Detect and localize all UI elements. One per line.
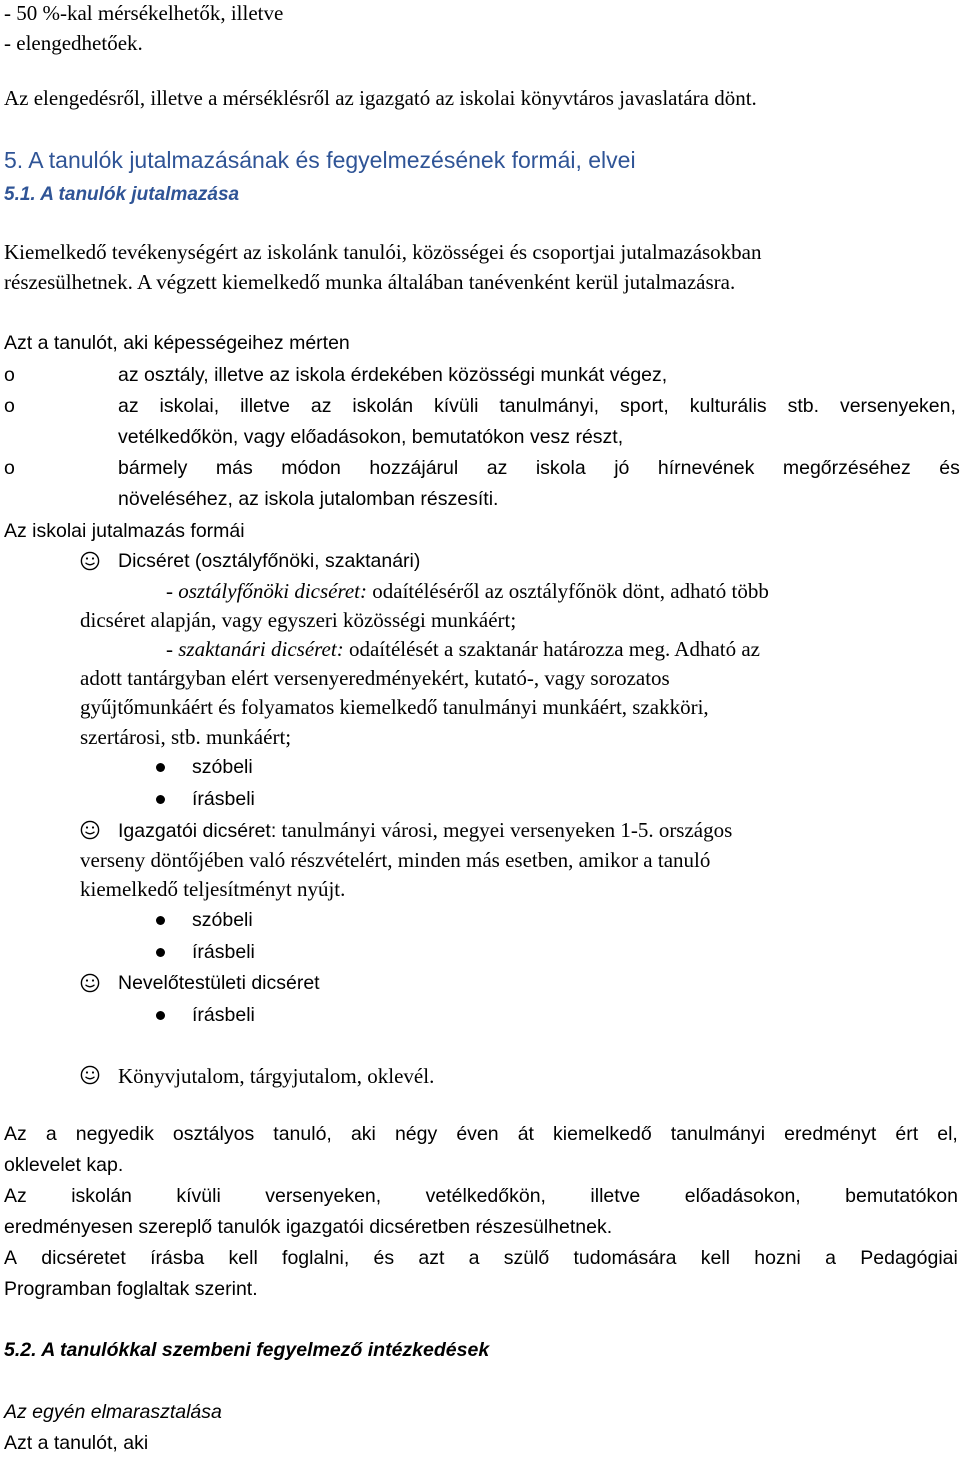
decision-paragraph: Az elengedésről, illetve a mérséklésről az igazgató az iskolai könyvtáros javaslatára dönt. (4, 86, 757, 110)
word: kell (700, 1247, 731, 1269)
section-5-1-heading: 5.1. A tanulók jutalmazása (4, 184, 240, 205)
principal-praise-continued-1: verseny döntőjében való részvételért, minden más esetben, amikor a tanuló (80, 848, 711, 872)
fourth-grade-paragraph-line-1 (4, 1125, 958, 1145)
criteria-item-1: az osztály, illetve az iskola érdekében közösségi munkát végez, (118, 364, 668, 386)
individual-reprimand-subheading: Az egyén elmarasztalása (4, 1401, 222, 1423)
reduction-line-2: - elengedhetőek. (4, 31, 143, 55)
option-written: írásbeli (192, 788, 255, 810)
competition-paragraph-line-1 (4, 1187, 958, 1207)
word: írásba (150, 1247, 205, 1269)
word: foglalni, (282, 1247, 350, 1269)
word: és (373, 1247, 395, 1269)
bullet-dot-icon (156, 763, 165, 772)
word: iskolai, (159, 395, 220, 417)
word: azt (418, 1247, 445, 1269)
principal-praise-line (118, 820, 732, 842)
word: a (45, 1123, 57, 1145)
word: versenyeken, (265, 1185, 382, 1207)
subject-teacher-praise-line (166, 639, 760, 660)
word: az (310, 395, 332, 417)
word: kell (228, 1247, 258, 1269)
word: sport, (620, 395, 669, 417)
smiley-face-icon (80, 973, 100, 993)
word: hozzájárul (369, 457, 459, 479)
option-oral: szóbeli (192, 909, 253, 931)
smiley-face-icon (80, 551, 100, 571)
smiley-face-icon (80, 820, 100, 840)
word: az (486, 457, 508, 479)
word: Az (4, 1185, 27, 1207)
word: és (939, 457, 960, 479)
bullet-dot-icon (156, 916, 165, 925)
word: vetélkedőkön, (425, 1185, 546, 1207)
student-criteria-intro: Azt a tanulót, aki képességeihez mérten (4, 332, 350, 354)
reduction-line-1: - 50 %-kal mérsékelhetők, illetve (4, 1, 284, 25)
word: versenyeken, (839, 395, 956, 417)
option-written: írásbeli (192, 1004, 255, 1026)
word: ért (895, 1123, 919, 1145)
word: tanulmányi, (499, 395, 600, 417)
word: hírnevének (657, 457, 755, 479)
word: a (825, 1247, 836, 1269)
dash: - (166, 579, 179, 603)
bullet-dot-icon (156, 948, 165, 957)
class-teacher-praise-line (166, 581, 769, 602)
subject-teacher-praise-continued-3: szertárosi, stb. munkáért; (80, 725, 292, 749)
word: illetve (240, 395, 290, 417)
section-5-2-heading: 5.2. A tanulókkal szembeni fegyelmező intézkedések (4, 1339, 490, 1361)
written-praise-paragraph-line-2: Programban foglaltak szerint. (4, 1278, 258, 1300)
word: iskolán (352, 395, 414, 417)
word: iskola (535, 457, 586, 479)
word: eredményt (784, 1123, 877, 1145)
word: módon (281, 457, 341, 479)
reward-forms-heading: Az iskolai jutalmazás formái (4, 520, 245, 542)
criteria-item-2 (118, 397, 956, 417)
circle-bullet-icon: o (4, 457, 15, 479)
bullet-dot-icon (156, 1011, 165, 1020)
subject-teacher-praise-continued-2: gyűjtőmunkáért és folyamatos kiemelkedő tanulmányi munkáért, szakköri, (80, 695, 709, 719)
word: megőrzéséhez (782, 457, 911, 479)
word: dicséretet (41, 1247, 126, 1269)
word: át (517, 1123, 534, 1145)
word: kívüli (176, 1185, 221, 1207)
circle-bullet-icon: o (4, 364, 15, 386)
word: bármely (118, 457, 188, 479)
word: tudomására (573, 1247, 677, 1269)
word: tanuló, (273, 1123, 332, 1145)
principal-praise-continued-2: kiemelkedő teljesítményt nyújt. (80, 877, 346, 901)
written-praise-paragraph-line-1 (4, 1249, 958, 1269)
intro-paragraph-line-2: részesülhetnek. A végzett kiemelkedő munka általában tanévenként kerül jutalmazásra. (4, 270, 736, 294)
smiley-face-icon (80, 1065, 100, 1085)
option-written: írásbeli (192, 941, 255, 963)
praise-type-title: Dicséret (osztályfőnöki, szaktanári) (118, 550, 421, 572)
word: iskolán (71, 1185, 132, 1207)
word: el, (937, 1123, 958, 1145)
subject-teacher-praise-label: szaktanári dicséret: (178, 637, 344, 661)
word: szülő (503, 1247, 550, 1269)
word: más (215, 457, 253, 479)
word: negyedik (75, 1123, 154, 1145)
staff-praise-title: Nevelőtestületi dicséret (118, 972, 320, 994)
word: illetve (590, 1185, 641, 1207)
word: Pedagógiai (860, 1247, 958, 1269)
word: éven (456, 1123, 499, 1145)
word: tanulmányi (670, 1123, 766, 1145)
criteria-item-2-continued: vetélkedőkön, vagy előadásokon, bemutatókon vesz részt, (118, 426, 624, 448)
intro-paragraph-line-1: Kiemelkedő tevékenységért az iskolánk tanulói, közösségei és csoportjai jutalmazásokban (4, 240, 762, 264)
word: hozni (754, 1247, 801, 1269)
criteria-item-3 (118, 459, 960, 479)
book-reward-line: Könyvjutalom, tárgyjutalom, oklevél. (118, 1064, 435, 1088)
word: az (118, 395, 139, 417)
criteria-item-3-continued: növeléséhez, az iskola jutalomban részesíti. (118, 488, 499, 510)
word: kulturális (689, 395, 767, 417)
reprimand-intro-line: Azt a tanulót, aki (4, 1432, 149, 1454)
word: stb. (787, 395, 820, 417)
fourth-grade-paragraph-line-2: oklevelet kap. (4, 1154, 124, 1176)
subject-teacher-praise-continued-1: adott tantárgyban elért versenyeredményekért, kutató-, vagy sorozatos (80, 666, 670, 690)
word: bemutatókon (845, 1185, 958, 1207)
class-teacher-praise-text: odaítéléséről az osztályfőnök dönt, adható több (367, 579, 769, 603)
competition-paragraph-line-2: eredményesen szereplő tanulók igazgatói dicséretben részesülhetnek. (4, 1216, 613, 1238)
word: négy (394, 1123, 438, 1145)
principal-praise-title: Igazgatói dicséret: (118, 820, 277, 842)
word: osztályos (172, 1123, 255, 1145)
word: aki (350, 1123, 376, 1145)
word: A (4, 1247, 18, 1269)
class-teacher-praise-label: osztályfőnöki dicséret: (178, 579, 368, 603)
option-oral: szóbeli (192, 756, 253, 778)
word: kiemelkedő (553, 1123, 652, 1145)
word: jó (614, 457, 630, 479)
dash: - (166, 637, 179, 661)
word: a (468, 1247, 480, 1269)
circle-bullet-icon: o (4, 395, 15, 417)
class-teacher-praise-continued: dicséret alapján, vagy egyszeri közösségi munkáért; (80, 608, 517, 632)
bullet-dot-icon (156, 795, 165, 804)
principal-praise-text: tanulmányi városi, megyei versenyeken 1-5. országos (276, 818, 733, 842)
word: előadásokon, (684, 1185, 801, 1207)
section-5-heading: 5. A tanulók jutalmazásának és fegyelmezésének formái, elvei (4, 147, 636, 173)
subject-teacher-praise-text: odaítélését a szaktanár határozza meg. Adható az (343, 637, 760, 661)
word: kívüli (434, 395, 479, 417)
word: Az (4, 1123, 27, 1145)
